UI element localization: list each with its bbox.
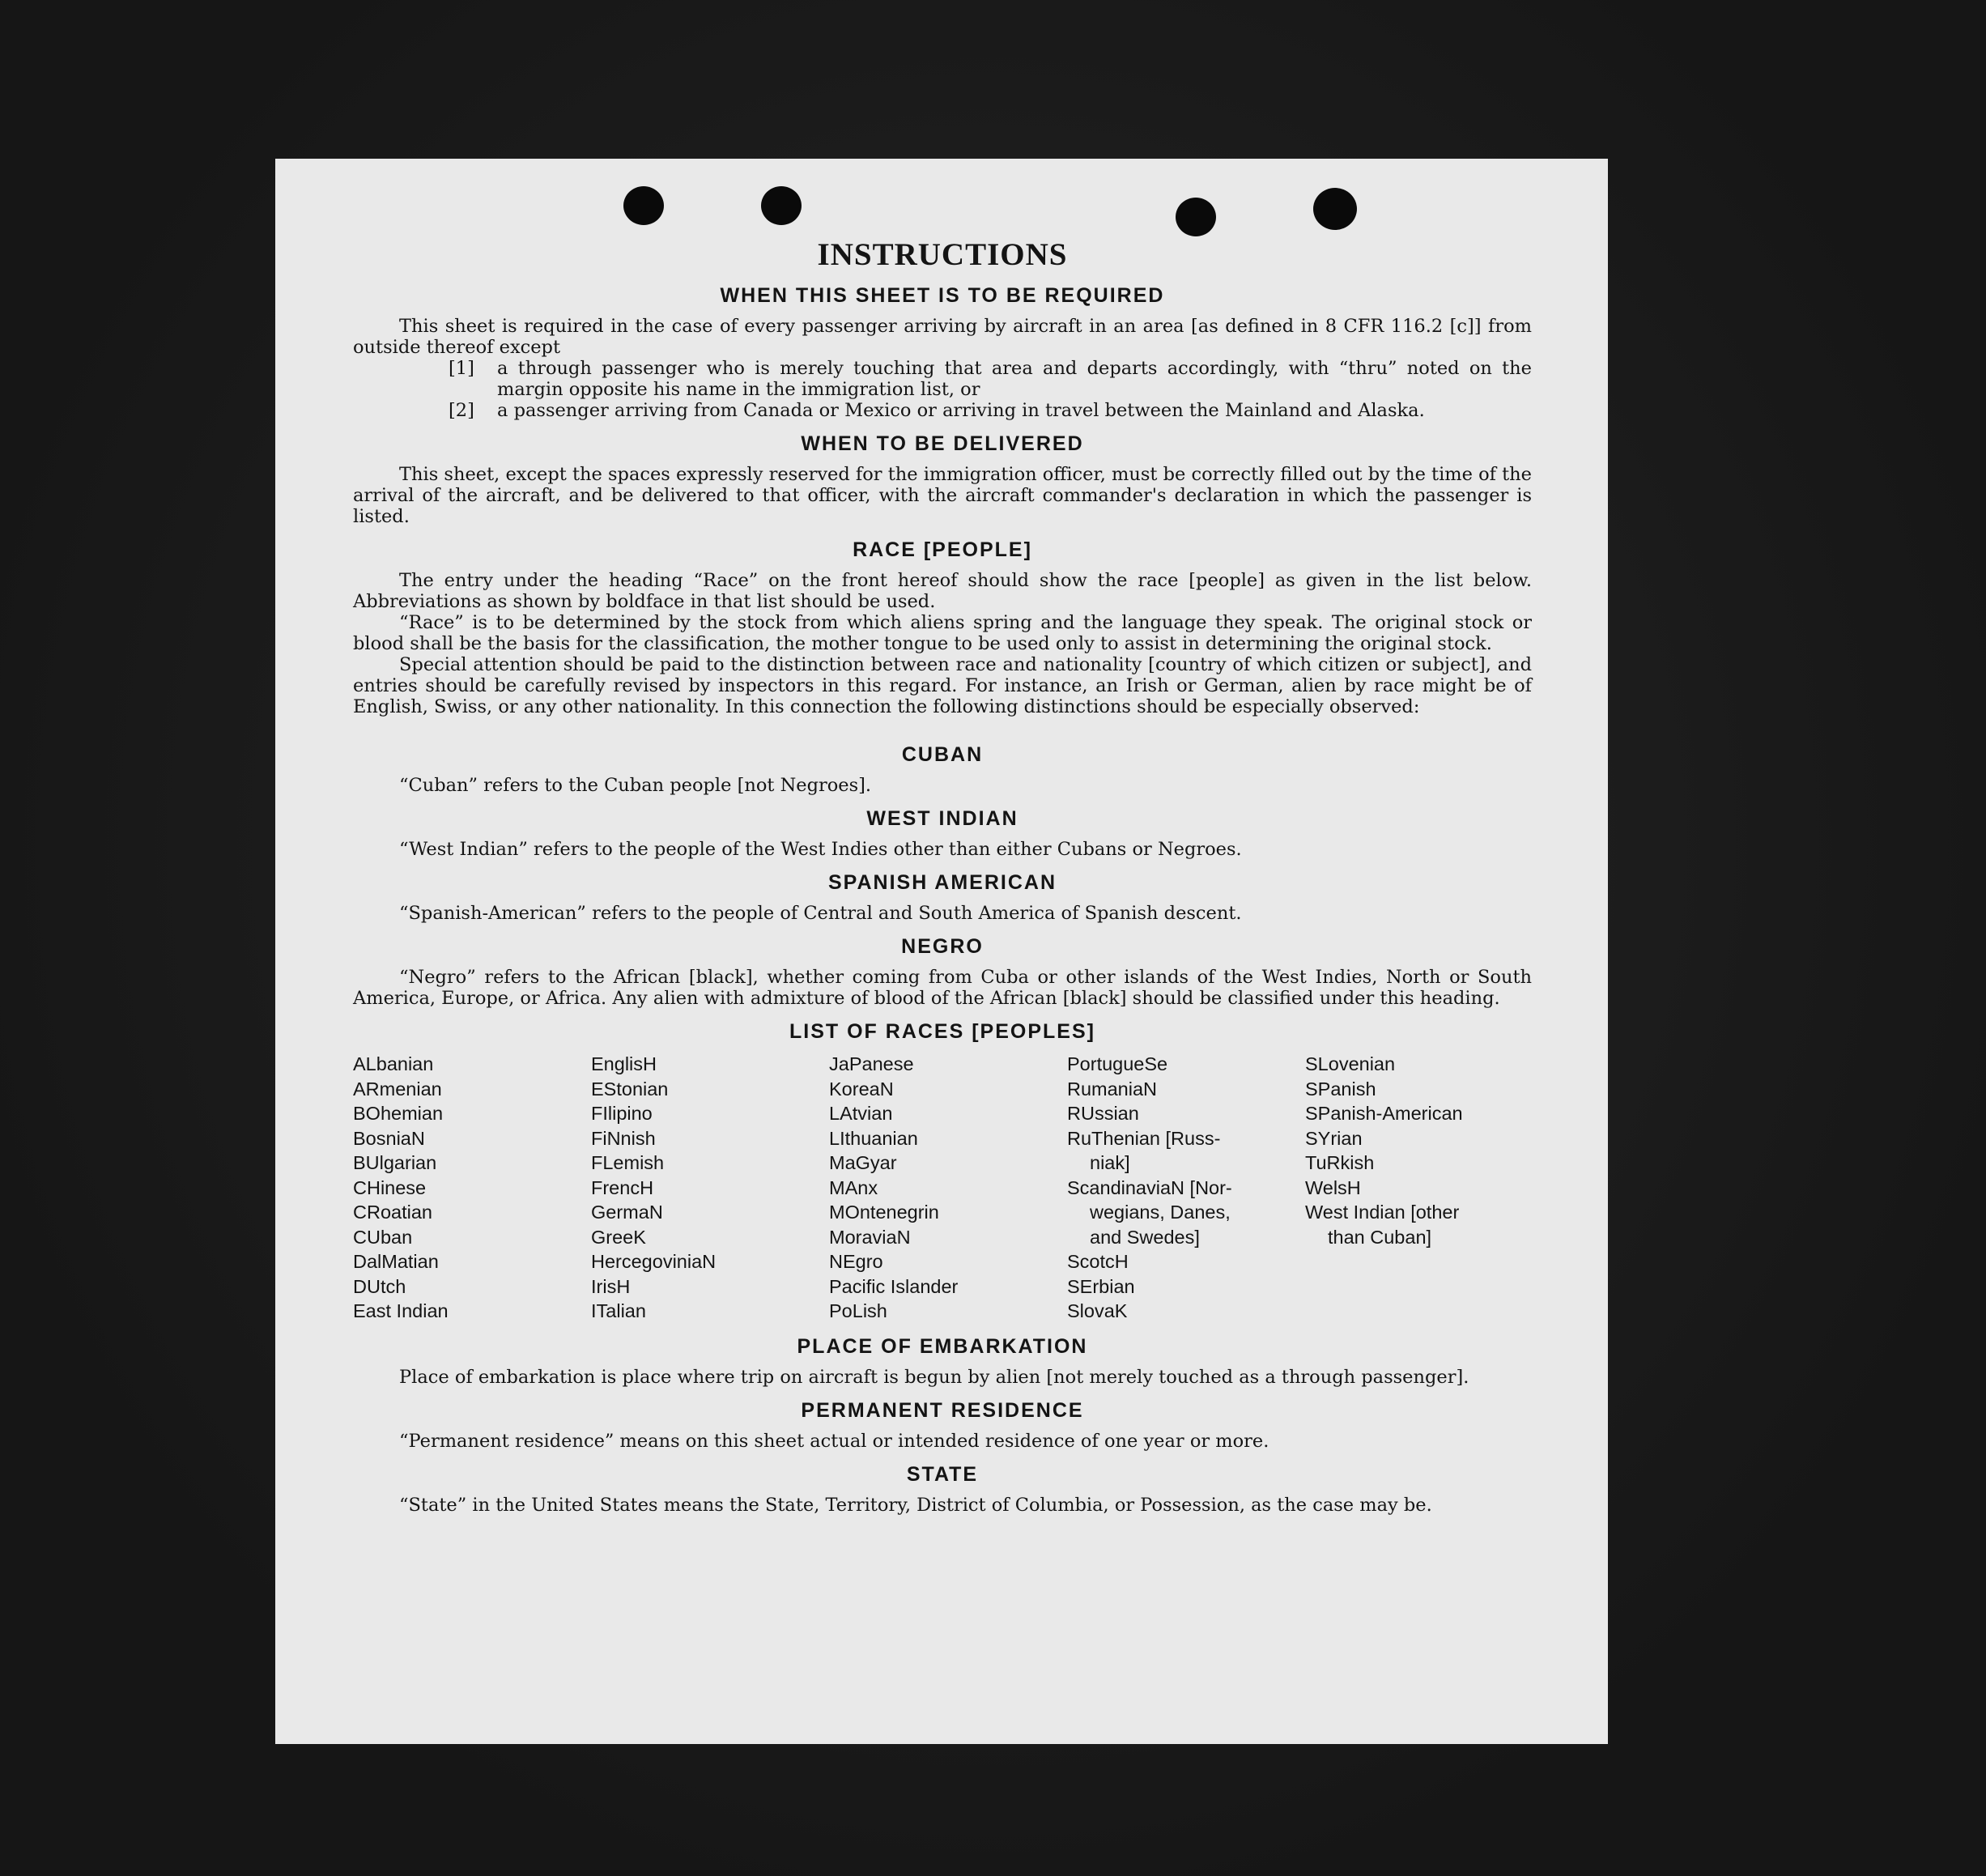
exception-item (449, 400, 1532, 421)
heading-west-indian: WEST INDIAN (866, 807, 1019, 830)
heading-cuban: CUBAN (901, 743, 984, 766)
race-entry: SLovenian (1305, 1053, 1396, 1074)
state-text: “State” in the United States means the State, Territory, District of Columbia, or Possession, as the case may be. (399, 1494, 1432, 1516)
race-entry: TuRkish (1305, 1152, 1375, 1173)
race-entry: RumaniaN (1067, 1078, 1158, 1100)
race-entry-continuation: niak] (1090, 1152, 1130, 1173)
heading-negro: NEGRO (901, 935, 984, 958)
embarkation-text: Place of embarkation is place where trip on aircraft is begun by alien [not merely touched as a through passenger]. (399, 1366, 1469, 1388)
race-entry: PortugueSe (1067, 1053, 1168, 1074)
race-entry: East Indian (353, 1300, 449, 1321)
exception-item (449, 358, 1532, 400)
race-entry: MoraviaN (829, 1226, 911, 1248)
punch-hole (623, 186, 664, 225)
race-entry: LIthuanian (829, 1127, 918, 1149)
race-entry: SYrian (1305, 1127, 1363, 1149)
race-entry: MAnx (829, 1176, 878, 1198)
punch-hole (761, 186, 802, 225)
race-entry: GreeK (591, 1226, 646, 1248)
race-entry: DalMatian (353, 1251, 439, 1272)
race-entry: ARmenian (353, 1078, 442, 1100)
race-entry: FIlipino (591, 1103, 653, 1124)
race-paragraph: Special attention should be paid to the distinction between race and nationality [country of which citizen or subject], and entries should be carefully revised by inspectors in this regard. For instance, an Irish or German, alien by race might be of English, Swiss, or any other nationality. In this connection the following distinctions should be especially observed: (353, 654, 1532, 717)
race-list (353, 1052, 1532, 1324)
race-entry: RUssian (1067, 1103, 1139, 1124)
race-entry: MOntenegrin (829, 1202, 939, 1223)
heading-when-required: WHEN THIS SHEET IS TO BE REQUIRED (720, 284, 1165, 307)
race-entry: ALbanian (353, 1053, 434, 1074)
item-text: a passenger arriving from Canada or Mexico or arriving in travel between the Mainland and Alaska. (497, 400, 1425, 421)
race-entry: NEgro (829, 1251, 883, 1272)
race-entry-continuation: wegians, Danes, (1090, 1202, 1231, 1223)
punch-hole (1313, 188, 1357, 230)
race-entry: LAtvian (829, 1103, 893, 1124)
item-number: [1] (449, 358, 474, 379)
race-entry: BOhemian (353, 1103, 444, 1124)
race-entry: Pacific Islander (829, 1275, 959, 1297)
race-entry: CHinese (353, 1176, 427, 1198)
race-entry: CRoatian (353, 1202, 432, 1223)
race-entry: IrisH (591, 1275, 631, 1297)
heading-permanent-residence: PERMANENT RESIDENCE (801, 1398, 1084, 1422)
race-entry: BosniaN (353, 1127, 425, 1149)
race-entry-continuation: than Cuban] (1328, 1226, 1432, 1248)
race-paragraph: The entry under the heading “Race” on the front hereof should show the race [people] as given in the list below. Abbreviations as shown by boldface in that list should be used. (353, 570, 1532, 612)
heading-state: STATE (906, 1462, 979, 1486)
race-column (1305, 1052, 1532, 1324)
race-entry: MaGyar (829, 1152, 897, 1173)
when-delivered-text: This sheet, except the spaces expressly reserved for the immigration officer, must be correctly filled out by the time of the arrival of the aircraft, and be delivered to that officer, with the aircraft commander's declaration in which the passenger is listed. (353, 464, 1532, 527)
spanish-american-text: “Spanish-American” refers to the people of Central and South America of Spanish descent. (399, 903, 1242, 924)
race-column (1067, 1052, 1294, 1324)
race-entry: RuThenian [Russ- (1067, 1127, 1221, 1149)
race-column (591, 1052, 818, 1324)
race-entry: CUban (353, 1226, 413, 1248)
race-entry: West Indian [other (1305, 1202, 1460, 1223)
cuban-text: “Cuban” refers to the Cuban people [not Negroes]. (399, 775, 872, 796)
race-entry: DUtch (353, 1275, 406, 1297)
heading-embarkation: PLACE OF EMBARKATION (797, 1334, 1088, 1358)
document-sheet (275, 159, 1608, 1744)
heading-spanish-american: SPANISH AMERICAN (827, 871, 1057, 894)
west-indian-text: “West Indian” refers to the people of the West Indies other than either Cubans or Negroes. (399, 839, 1242, 860)
race-entry: SlovaK (1067, 1300, 1128, 1321)
race-entry: EnglisH (591, 1053, 657, 1074)
race-entry: FiNnish (591, 1127, 656, 1149)
race-entry: ScandinaviaN [Nor- (1067, 1176, 1232, 1198)
race-entry: FrencH (591, 1176, 654, 1198)
race-entry: PoLish (829, 1300, 887, 1321)
race-entry: SPanish (1305, 1078, 1376, 1100)
race-entry: SPanish-American (1305, 1103, 1463, 1124)
residence-text: “Permanent residence” means on this sheet actual or intended residence of one year or more. (399, 1430, 1269, 1452)
race-entry-continuation: and Swedes] (1090, 1226, 1200, 1248)
race-entry: EStonian (591, 1078, 669, 1100)
page-title: INSTRUCTIONS (817, 237, 1068, 272)
punch-hole (1176, 198, 1216, 236)
when-required-text: This sheet is required in the case of every passenger arriving by aircraft in an area [as defined in 8 CFR 116.2 [c]] from outside thereof except (353, 316, 1532, 358)
race-entry: KoreaN (829, 1078, 894, 1100)
heading-when-delivered: WHEN TO BE DELIVERED (801, 432, 1084, 455)
race-entry: BUlgarian (353, 1152, 437, 1173)
race-column (353, 1052, 580, 1324)
race-entry: GermaN (591, 1202, 663, 1223)
heading-race: RACE [PEOPLE] (853, 538, 1032, 561)
race-entry: HercegoviniaN (591, 1251, 717, 1272)
instructions-content (353, 236, 1532, 1516)
heading-list-of-races: LIST OF RACES [PEOPLES] (789, 1020, 1095, 1043)
race-paragraph: “Race” is to be determined by the stock from which aliens spring and the language they speak. The original stock or blood shall be the basis for the classification, the mother tongue to be used only to assist in determining the original stock. (353, 612, 1532, 654)
race-entry: ITalian (591, 1300, 646, 1321)
item-text: a through passenger who is merely touching that area and departs accordingly, with “thru” noted on the margin opposite his name in the immigration list, or (497, 358, 1532, 400)
race-column (829, 1052, 1056, 1324)
race-entry: ScotcH (1067, 1251, 1129, 1272)
race-entry: JaPanese (829, 1053, 914, 1074)
race-entry: FLemish (591, 1152, 665, 1173)
race-entry: WelsH (1305, 1176, 1361, 1198)
item-number: [2] (449, 400, 474, 421)
race-entry: SErbian (1067, 1275, 1135, 1297)
negro-text: “Negro” refers to the African [black], whether coming from Cuba or other islands of the West Indies, North or South America, Europe, or Africa. Any alien with admixture of blood of the African [black] should be classified under this heading. (353, 967, 1532, 1009)
